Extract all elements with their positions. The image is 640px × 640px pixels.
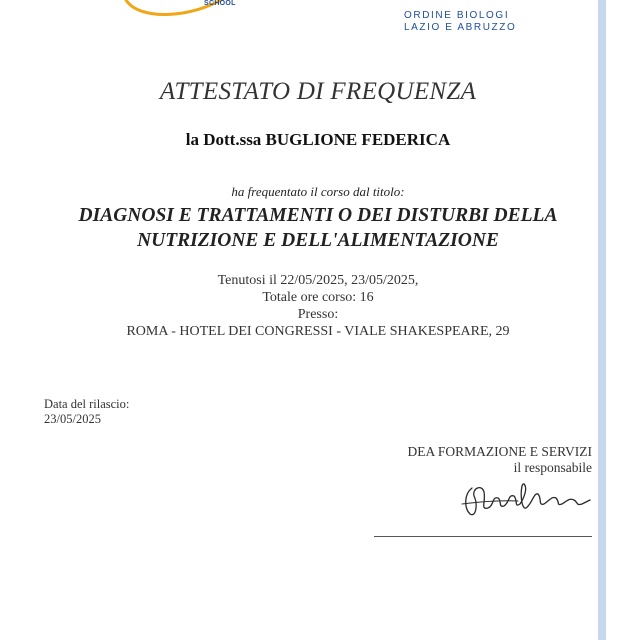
course-title-line-2: NUTRIZIONE E DELL'ALIMENTAZIONE xyxy=(137,230,499,251)
course-hours: Totale ore corso: 16 xyxy=(262,290,374,305)
issuer-organization xyxy=(404,10,534,34)
course-dates: Tenutosi il 22/05/2025, 23/05/2025, xyxy=(217,273,419,288)
signature-line xyxy=(374,536,592,537)
signatory-role: il responsabile xyxy=(513,460,592,475)
venue-address: ROMA - HOTEL DEI CONGRESSI - VIALE SHAKESPEARE, 29 xyxy=(126,324,510,339)
org-line-1: ORDINE BIOLOGI xyxy=(404,10,510,21)
course-intro: ha frequentato il corso dal titolo: xyxy=(231,184,405,199)
issue-date-block xyxy=(44,397,129,427)
org-line-2: LAZIO E ABRUZZO xyxy=(404,22,517,33)
issue-date-value: 23/05/2025 xyxy=(44,412,101,426)
course-title-line-1: DIAGNOSI E TRATTAMENTI O DEI DISTURBI DELLA xyxy=(78,205,558,226)
logo-school-label: SCHOOL xyxy=(204,0,236,7)
signatory-organization: DEA FORMAZIONE E SERVIZI xyxy=(407,444,592,459)
course-details xyxy=(0,272,636,340)
course-title xyxy=(0,203,636,253)
handwritten-signature-icon xyxy=(458,474,596,522)
issue-date-label: Data del rilascio: xyxy=(44,397,130,411)
venue-label: Presso: xyxy=(297,307,339,322)
signatory-block xyxy=(360,444,592,476)
certificate-title: ATTESTATO DI FREQUENZA xyxy=(159,78,477,105)
recipient-name: la Dott.ssa BUGLIONE FEDERICA xyxy=(185,130,451,149)
